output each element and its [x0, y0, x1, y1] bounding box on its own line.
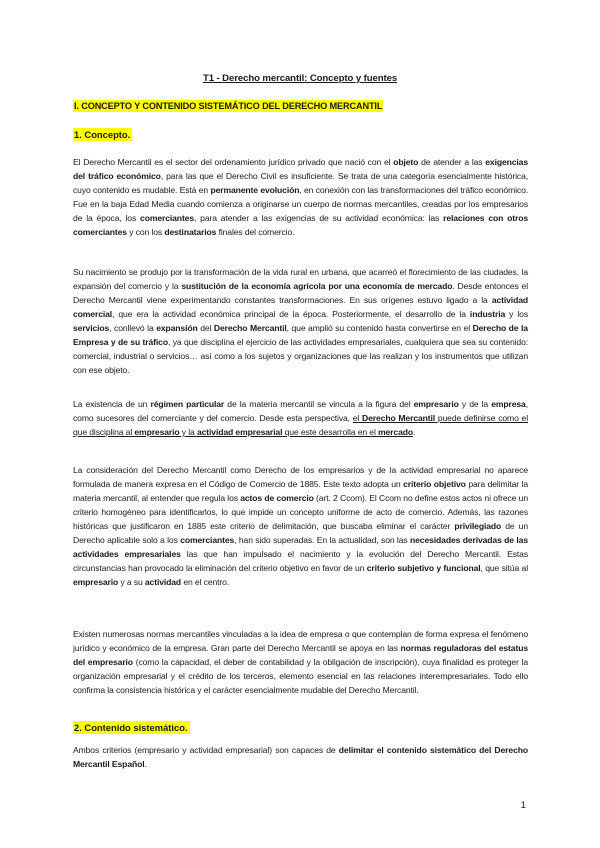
bold-text: objeto	[393, 157, 419, 167]
bold-text: criterio subjetivo y funcional	[366, 563, 481, 573]
bold-text: actos de comercio	[240, 493, 314, 503]
bold-text: empresario	[73, 577, 119, 587]
bold-text: expansión	[156, 323, 198, 333]
bold-text: actividad comercial	[73, 295, 528, 319]
text-run: . Desde entonces el Derecho Mercantil viene experimentando constantes transformaciones. En sus orígenes estuvo ligado a la	[73, 281, 528, 305]
paragraph	[73, 155, 528, 239]
text-run: La existencia de un	[73, 399, 151, 409]
text-run: (como la capacidad, el deber de contabilidad y la obligación de inscripción), cuya finalidad es proteger la organización empresarial y el crédito de los terceros, elemento esencial en las relaciones interempresariales. Todo ello confirma la consistencia histórica y el carácter esencialmente mudable del Derecho Mercantil.	[73, 657, 529, 695]
text-run: del	[197, 323, 214, 333]
text-run: finales del comercio.	[216, 227, 295, 237]
text-run: , que amplió su contenido hasta convertirse en el	[286, 323, 473, 333]
text-run: de un Derecho aplicable solo a los	[73, 521, 528, 545]
bold-text: relaciones con otros comerciantes	[73, 213, 529, 237]
bold-text: industria	[469, 309, 506, 319]
text-run: , en conexión con las transformaciones del tráfico económico. Fue en la baja Edad Media cuando comienza a originarse un cuerpo de normas mercantiles, creadas por los empresarios de la época, los	[73, 185, 529, 223]
paragraph	[73, 743, 528, 771]
bold-text: mercado	[378, 427, 413, 437]
bold-text: exigencias del tráfico económico	[73, 157, 529, 181]
text-run: , para las que el Derecho Civil es insuficiente. Se trata de una categoría esencialmente histórica, cuyo contenido es mudable. Está en	[73, 171, 528, 195]
bold-text: necesidades derivadas de las actividades empresariales	[73, 535, 528, 559]
bold-text: privilegiado	[454, 521, 502, 531]
text-run: , para atender a las exigencias de su actividad económica: las	[194, 213, 444, 223]
text-run: de la materia mercantil se vincula a la figura del	[224, 399, 414, 409]
bold-text: empresario	[413, 399, 459, 409]
text-run: puede definirse como el que disciplina al	[73, 413, 528, 437]
text-run: Existen numerosas normas mercantiles vinculadas a la idea de empresa o que contemplan de forma expresa el fenómeno jurídico y económico de la empresa. Gran parte del Derecho Mercantil se apoya en las	[73, 629, 528, 653]
text-run: , ya que disciplina el ejercicio de las actividades empresariales, cualquiera que sea su contenido: comercial, industrial o servicios… así como a los sujetos y organizaciones que las realizan y los instrumentos que utilizan con ese objeto.	[73, 337, 529, 375]
bold-text: Derecho Mercantil	[362, 413, 436, 423]
document-title: T1 - Derecho mercantil: Concepto y fuentes	[202, 73, 398, 84]
paragraph	[73, 463, 528, 589]
bold-text: normas reguladoras del estatus del empresario	[73, 643, 528, 667]
bold-text: comerciantes	[140, 213, 195, 223]
text-run: y la	[179, 427, 197, 437]
text-run: , como sucesores del comerciante y del comercio. Desde esta perspectiva,	[73, 399, 528, 423]
text-run: de atender a las	[418, 157, 486, 167]
subheading-concepto: 1. Concepto.	[74, 129, 131, 140]
text-run: Su nacimiento se produjo por la transformación de la vida rural en urbana, que acarreó el florecimiento de las ciudades, la expansión del comercio y la	[73, 267, 528, 291]
text-run: .	[412, 427, 416, 437]
bold-text: servicios	[73, 323, 110, 333]
text-run: el	[352, 413, 363, 423]
text-run: que este desarrolla en el	[282, 427, 378, 437]
paragraph	[73, 265, 528, 377]
bold-text: delimitar el contenido sistemático del Derecho Mercantil Español	[73, 745, 528, 769]
bold-text: Derecho de la Empresa y de su tráfico	[73, 323, 528, 347]
text-run: y de la	[458, 399, 492, 409]
text-run: y con los	[126, 227, 165, 237]
text-run: .	[144, 759, 147, 769]
bold-text: empresa	[491, 399, 526, 409]
bold-text: sustitución de la economía agrícola por una economía de mercado	[181, 281, 453, 291]
text-run: en el centro.	[181, 577, 230, 587]
bold-text: criterio objetivo	[403, 479, 466, 489]
text-run: Ambos criterios (empresario y actividad empresarial) son capaces de	[73, 745, 339, 755]
bold-text: régimen particular	[150, 399, 225, 409]
text-run: El Derecho Mercantil es el sector del ordenamiento jurídico privado que nació con el	[73, 157, 394, 167]
text-run: La consideración del Derecho Mercantil como Derecho de los empresarios y de la actividad empresarial no aparece formulada de manera expresa en el Código de Comercio de 1885. Este texto adopta un	[73, 465, 528, 489]
text-run: las que han impulsado el nacimiento y la evolución del Derecho Mercantil. Estas circunstancias han provocado la eliminación del criterio objetivo en favor de un	[73, 549, 528, 573]
text-run: (art. 2 Ccom). El Ccom no define estos actos ni ofrece un criterio homogéneo para identificarlos, lo que impide un concepto uniforme de acto de comercio. Además, las razones históricas que justificaron en 1885 este criterio de delimitación, que buscaba eliminar el carácter	[73, 493, 528, 531]
bold-text: destinatarios	[164, 227, 217, 237]
subheading-contenido: 2. Contenido sistemático.	[74, 722, 188, 733]
section-heading: I. CONCEPTO Y CONTENIDO SISTEMÁTICO DEL DERECHO MERCANTIL	[74, 101, 383, 111]
text-run: , conllevó la	[109, 323, 157, 333]
text-run: y a su	[118, 577, 145, 587]
text-run: , que sitúa al	[480, 563, 528, 573]
paragraph	[73, 397, 528, 439]
bold-text: Derecho Mercantil	[213, 323, 287, 333]
text-run: para delimitar la materia mercantil, al entender que regula los	[73, 479, 528, 503]
bold-text: actividad empresarial	[196, 427, 283, 437]
page-number: 1	[520, 799, 526, 810]
bold-text: actividad	[144, 577, 182, 587]
text-run: y los	[505, 309, 528, 319]
bold-text: empresario	[134, 427, 180, 437]
bold-text: permanente evolución	[210, 185, 300, 195]
text-run: , que era la actividad económica principal de la época. Posteriormente, el desarrollo de la	[112, 309, 470, 319]
bold-text: comerciantes	[180, 535, 235, 545]
text-run: , han sido superadas. En la actualidad, son las	[234, 535, 410, 545]
paragraph	[73, 627, 528, 697]
